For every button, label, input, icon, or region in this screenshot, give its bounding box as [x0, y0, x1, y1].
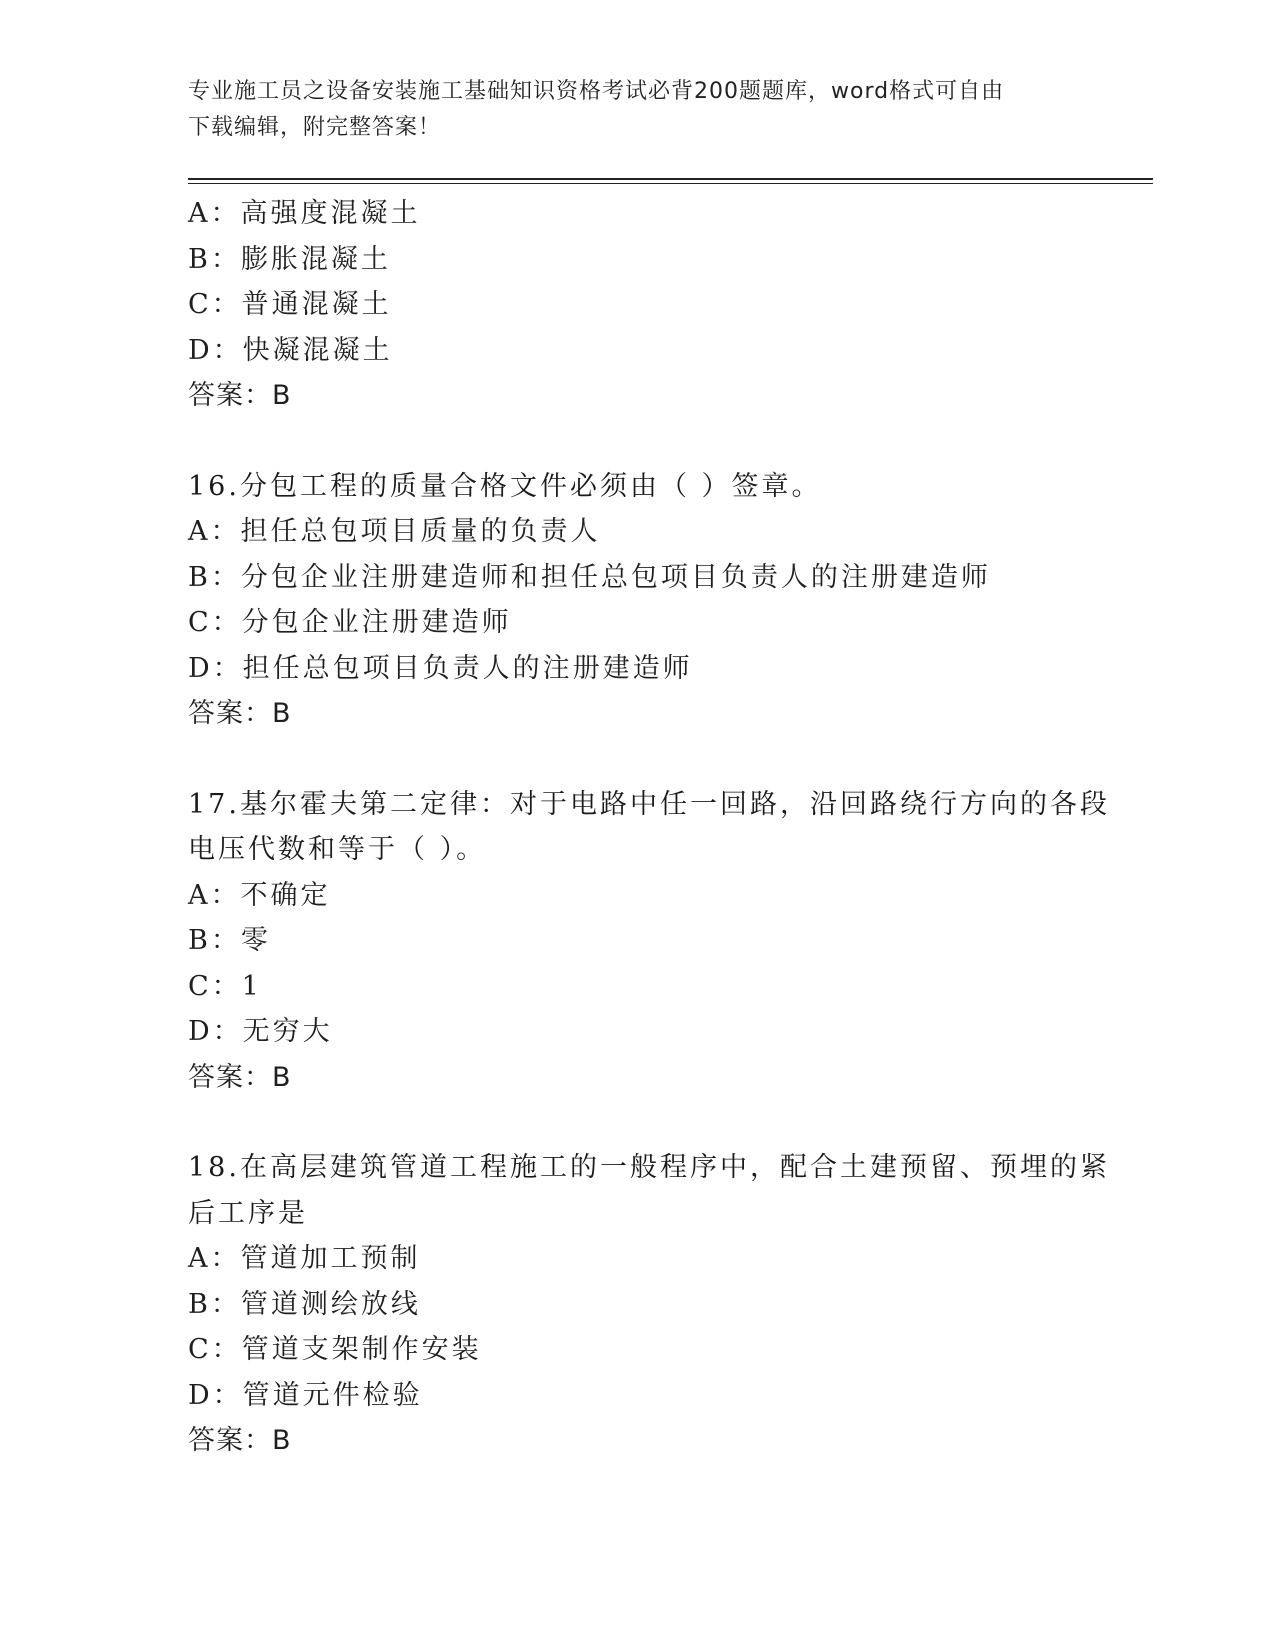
option-b: B：管道测绘放线	[188, 1288, 421, 1320]
question-stem-line-2: 后工序是	[188, 1197, 308, 1229]
option-b: B：分包企业注册建造师和担任总包项目负责人的注册建造师	[188, 561, 991, 593]
question-stem-line-1: 18.在高层建筑管道工程施工的一般程序中，配合土建预留、预埋的紧	[188, 1152, 1110, 1183]
header-divider-thick	[188, 178, 1153, 180]
document-header	[188, 74, 1068, 146]
option-a: A：管道加工预制	[188, 1243, 421, 1274]
option-d: D：担任总包项目负责人的注册建造师	[188, 652, 693, 684]
answer-line: 答案：B	[188, 1425, 292, 1456]
spacer	[188, 737, 1088, 782]
question-block-16	[188, 464, 1088, 737]
option-a: A：不确定	[188, 879, 331, 911]
question-block-partial	[188, 191, 1088, 419]
option-b: B：零	[188, 925, 271, 956]
option-d: D：快凝混凝土	[188, 334, 393, 366]
question-block-17	[188, 782, 1110, 1101]
spacer	[188, 1100, 1088, 1145]
question-block-18	[188, 1145, 1110, 1464]
question-stem-line-2: 电压代数和等于（ ）。	[188, 834, 487, 865]
option-c: C：1	[188, 970, 262, 1002]
header-divider-thin	[188, 183, 1153, 184]
answer-line: 答案：B	[188, 1061, 292, 1093]
answer-line: 答案：B	[188, 380, 292, 411]
option-d: D：无穷大	[188, 1016, 333, 1047]
option-c: C：管道支架制作安装	[188, 1334, 482, 1365]
option-a: A：高强度混凝土	[188, 198, 421, 229]
question-stem-line-1: 17.基尔霍夫第二定律：对于电路中任一回路，沿回路绕行方向的各段	[188, 788, 1110, 820]
option-a: A：担任总包项目质量的负责人	[188, 516, 601, 547]
answer-line: 答案：B	[188, 698, 292, 729]
question-stem: 16.分包工程的质量合格文件必须由（ ）签章。	[188, 470, 822, 502]
header-line-1: 专业施工员之设备安装施工基础知识资格考试必背200题题库，word格式可自由	[188, 79, 1005, 104]
spacer	[188, 419, 1088, 464]
option-b: B：膨胀混凝土	[188, 243, 391, 275]
header-line-2: 下载编辑，附完整答案！	[188, 115, 442, 140]
option-c: C：普通混凝土	[188, 289, 392, 320]
option-c: C：分包企业注册建造师	[188, 607, 512, 638]
option-d: D：管道元件检验	[188, 1379, 423, 1411]
question-list	[188, 191, 1110, 1464]
